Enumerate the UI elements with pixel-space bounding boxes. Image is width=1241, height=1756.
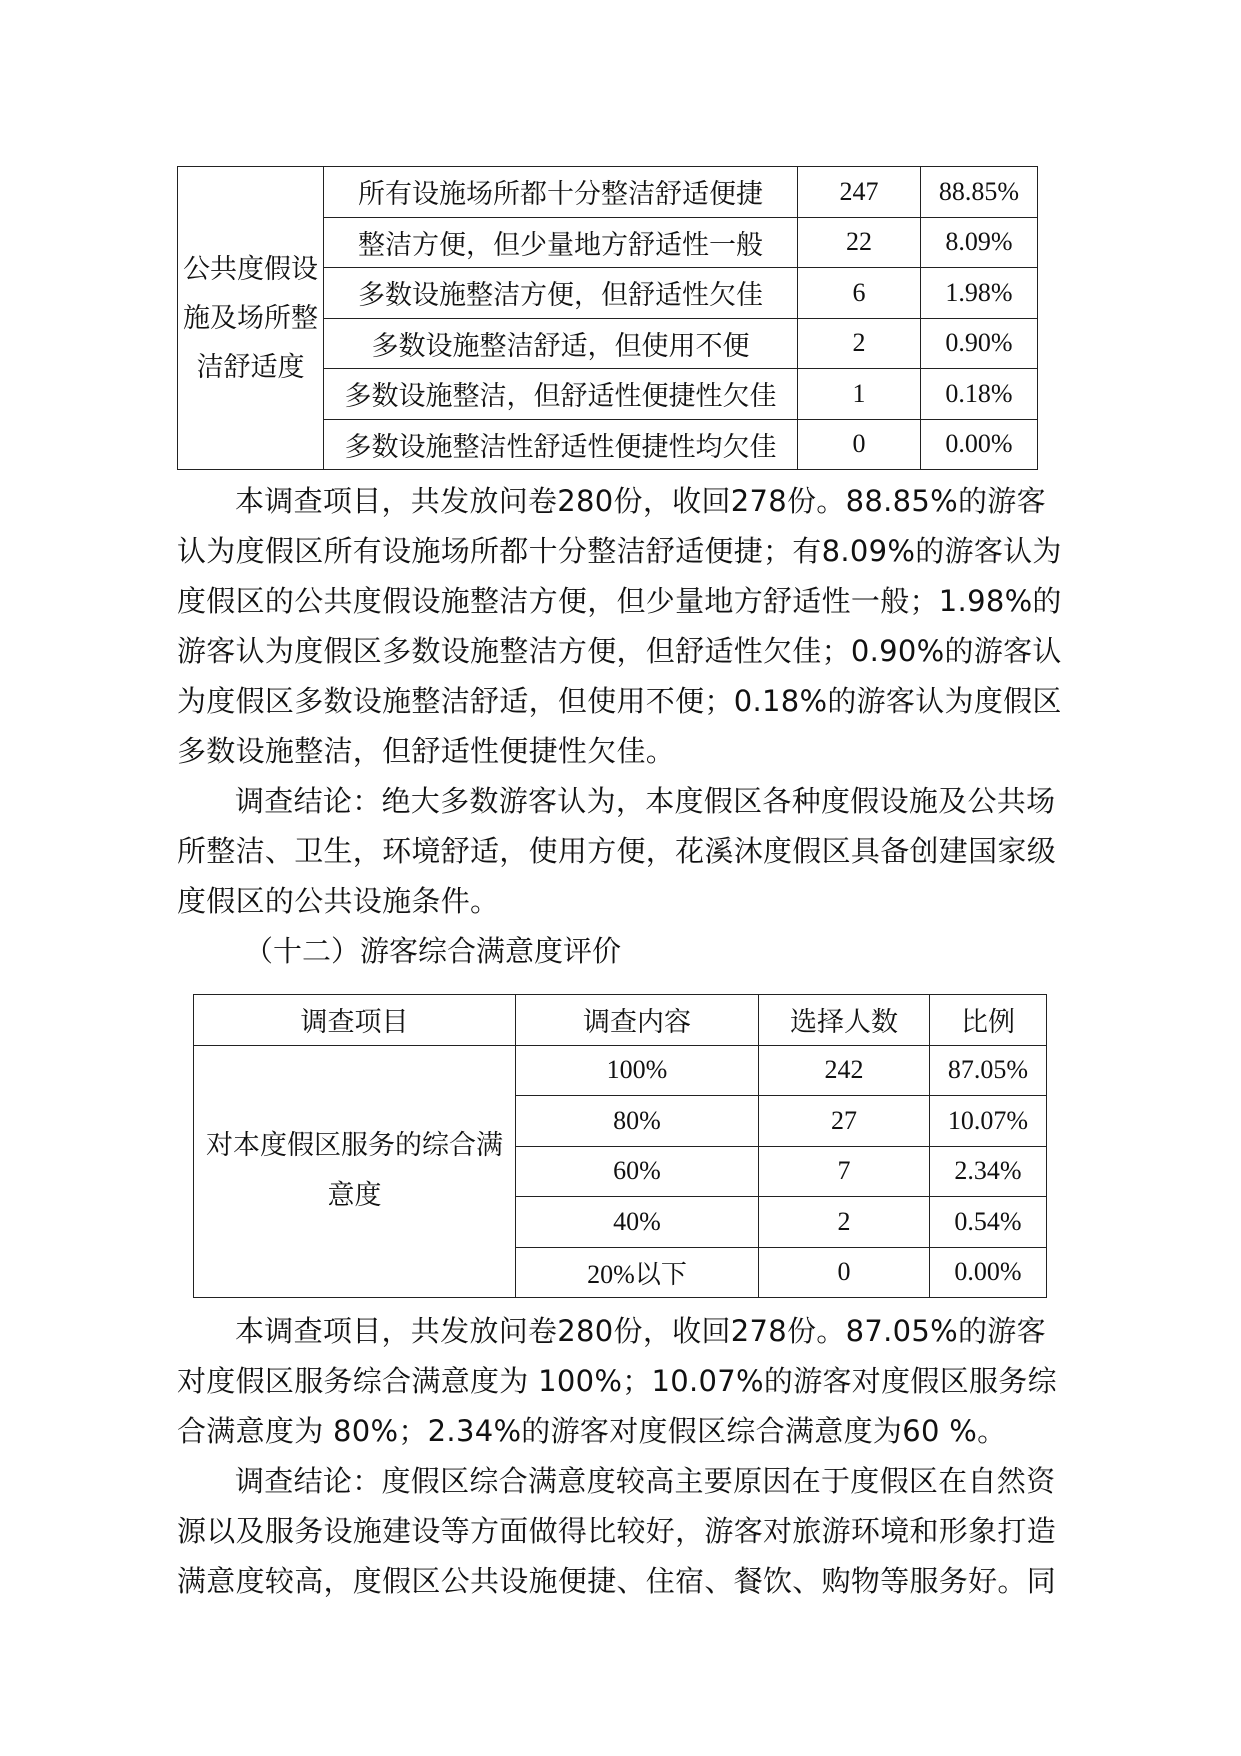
- survey-summary-paragraph: 本调查项目，共发放问卷280份，收回278份。88.85%的游客认为度假区所有设施场所都十分整洁舒适便捷；有8.09%的游客认为度假区的公共度假设施整洁方便，但少量地方舒适性一般；1.98%的游客认为度假区多数设施整洁方便，但舒适性欠佳；0.90%的游客认为度假区多数设施整洁舒适，但使用不便；0.18%的游客认为度假区多数设施整洁，但舒适性便捷性欠佳。: [177, 484, 1062, 768]
- ratio-cell: 0.18%: [921, 369, 1038, 420]
- ratio-cell: 0.00%: [921, 419, 1038, 470]
- survey-item-cell: 对本度假区服务的综合满意度: [194, 1045, 516, 1298]
- count-cell: 0: [759, 1247, 930, 1298]
- survey-content-cell: 整洁方便，但少量地方舒适性一般: [324, 217, 798, 268]
- ratio-cell: 8.09%: [921, 217, 1038, 268]
- table-row: [194, 1045, 1047, 1096]
- header-ratio: 比例: [930, 995, 1047, 1046]
- table-header-row: [194, 995, 1047, 1046]
- final-conclusion-paragraph: 调查结论：度假区综合满意度较高主要原因在于度假区在自然资源以及服务设施建设等方面做得比较好，游客对旅游环境和形象打造满意度较高，度假区公共设施便捷、住宿、餐饮、购物等服务好。同: [177, 1464, 1057, 1598]
- survey-content-cell: 多数设施整洁方便，但舒适性欠佳: [324, 268, 798, 319]
- count-cell: 0: [798, 419, 921, 470]
- survey-content-cell: 所有设施场所都十分整洁舒适便捷: [324, 167, 798, 218]
- ratio-cell: 0.00%: [930, 1247, 1047, 1298]
- survey-content-cell: 20%以下: [516, 1247, 759, 1298]
- ratio-cell: 10.07%: [930, 1096, 1047, 1147]
- survey-item-cell: 公共度假设施及场所整洁舒适度: [178, 167, 324, 470]
- ratio-cell: 88.85%: [921, 167, 1038, 218]
- count-cell: 2: [759, 1197, 930, 1248]
- ratio-cell: 2.34%: [930, 1146, 1047, 1197]
- header-survey-item: 调查项目: [194, 995, 516, 1046]
- ratio-cell: 0.54%: [930, 1197, 1047, 1248]
- ratio-cell: 87.05%: [930, 1045, 1047, 1096]
- survey-content-cell: 40%: [516, 1197, 759, 1248]
- survey-content-cell: 多数设施整洁，但舒适性便捷性欠佳: [324, 369, 798, 420]
- count-cell: 6: [798, 268, 921, 319]
- survey-content-cell: 60%: [516, 1146, 759, 1197]
- table-row: [178, 167, 1038, 218]
- facility-cleanliness-table: [177, 166, 1038, 470]
- conclusion-paragraph: 调查结论：绝大多数游客认为，本度假区各种度假设施及公共场所整洁、卫生，环境舒适，使用方便，花溪沐度假区具备创建国家级度假区的公共设施条件。: [177, 784, 1057, 918]
- count-cell: 247: [798, 167, 921, 218]
- ratio-cell: 0.90%: [921, 318, 1038, 369]
- count-cell: 22: [798, 217, 921, 268]
- header-count: 选择人数: [759, 995, 930, 1046]
- survey-content-cell: 多数设施整洁舒适，但使用不便: [324, 318, 798, 369]
- survey-content-cell: 100%: [516, 1045, 759, 1096]
- count-cell: 1: [798, 369, 921, 420]
- section-heading: （十二）游客综合满意度评价: [244, 934, 622, 968]
- overall-satisfaction-table: [193, 994, 1047, 1298]
- count-cell: 242: [759, 1045, 930, 1096]
- header-survey-content: 调查内容: [516, 995, 759, 1046]
- count-cell: 27: [759, 1096, 930, 1147]
- survey-content-cell: 多数设施整洁性舒适性便捷性均欠佳: [324, 419, 798, 470]
- ratio-cell: 1.98%: [921, 268, 1038, 319]
- count-cell: 2: [798, 318, 921, 369]
- satisfaction-summary-paragraph: 本调查项目，共发放问卷280份，收回278份。87.05%的游客对度假区服务综合满意度为 100%；10.07%的游客对度假区服务综合满意度为 80%；2.34%的游客对度假区综合满意度为60 %。: [177, 1314, 1057, 1448]
- survey-content-cell: 80%: [516, 1096, 759, 1147]
- count-cell: 7: [759, 1146, 930, 1197]
